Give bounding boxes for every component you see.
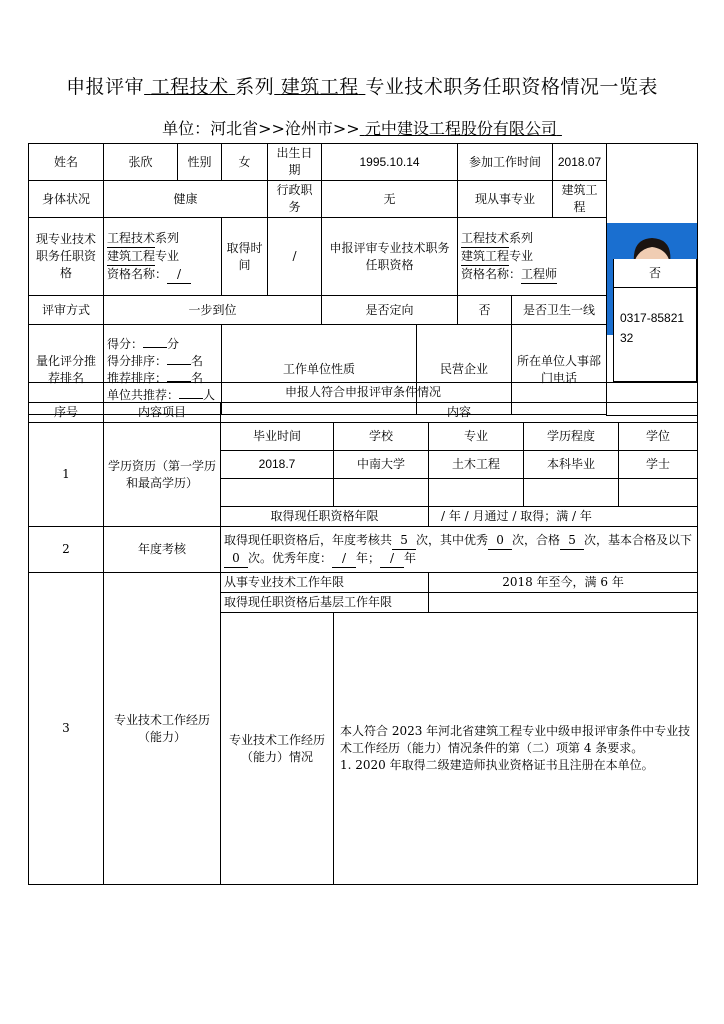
health-line-label: 是否卫生一线 xyxy=(512,296,607,325)
birth-label: 出生日期 xyxy=(268,144,322,181)
edu-header-4: 学位 xyxy=(619,423,698,451)
scoring-details: 得分： 分 得分排序： 名 推荐排序： 名 单位共推荐： 人 xyxy=(104,325,222,415)
edu-value-3: 本科毕业 xyxy=(524,451,619,479)
scoring-label: 量化评分推荐排名 xyxy=(29,325,104,415)
current-spec-label: 现从事专业 xyxy=(458,181,553,218)
unit-nature-label: 工作单位性质 xyxy=(222,325,417,415)
obtain-time-value: / xyxy=(268,218,322,296)
conditions-title: 申报人符合申报评审条件情况 xyxy=(29,383,698,403)
row1-years-label: 取得现任职资格年限 xyxy=(221,507,429,527)
review-method-value: 一步到位 xyxy=(104,296,322,325)
apply-qual-value: 工程技术系列 建筑工程专业 资格名称：工程师 xyxy=(458,218,607,296)
edu-blank-4 xyxy=(619,479,698,507)
edu-header-2: 专业 xyxy=(429,423,524,451)
current-spec-value: 建筑工程 xyxy=(553,181,607,218)
col-item-header: 内容项目 xyxy=(104,403,221,423)
unit-name: 元中建设工程股份有限公司 xyxy=(364,119,557,138)
apply-qual-label: 申报评审专业技术职务任职资格 xyxy=(322,218,458,296)
col-no-header: 序号 xyxy=(29,403,104,423)
admin-value: 无 xyxy=(322,181,458,218)
edu-header-0: 毕业时间 xyxy=(221,423,334,451)
row3-item: 专业技术工作经历（能力） xyxy=(104,573,221,885)
name-value: 张欣 xyxy=(104,144,178,181)
edu-header-1: 学校 xyxy=(334,423,429,451)
row1-item: 学历资历（第一学历和最高学历） xyxy=(104,423,221,527)
directed-label: 是否定向 xyxy=(322,296,458,325)
specialty-field: 建筑工程 xyxy=(280,76,359,98)
row3-years-value: 2018 年至今，满 6 年 xyxy=(429,573,698,593)
row3-base-value xyxy=(429,593,698,613)
current-qual-label: 现专业技术职务任职资格 xyxy=(29,218,104,296)
series-field: 工程技术 xyxy=(150,76,229,98)
conditions-table xyxy=(28,382,698,885)
page-title: 申报评审 工程技术 系列 建筑工程 专业技术职务任职资格情况一览表 xyxy=(66,76,658,98)
edu-blank-3 xyxy=(524,479,619,507)
row3-exp-label: 专业技术工作经历（能力）情况 xyxy=(221,613,334,885)
birth-value: 1995.10.14 xyxy=(322,144,458,181)
row2-assessment: 取得现任职资格后，年度考核共 5 次，其中优秀 0 次，合格 5 次，基本合格及以下0 次。优秀年度： / 年； / 年 xyxy=(221,527,698,573)
edu-value-4: 学士 xyxy=(619,451,698,479)
unit-nature-value: 民营企业 xyxy=(417,325,512,415)
health-label: 身体状况 xyxy=(29,181,104,218)
directed-value: 否 xyxy=(458,296,512,325)
admin-label: 行政职务 xyxy=(268,181,322,218)
edu-header-3: 学历程度 xyxy=(524,423,619,451)
current-qual-value: 工程技术系列 建筑工程专业 资格名称： / xyxy=(104,218,222,296)
gender-label: 性别 xyxy=(178,144,222,181)
row2-item: 年度考核 xyxy=(104,527,221,573)
qualification-table xyxy=(28,143,698,416)
hr-phone-value: 0317-8582132 xyxy=(613,288,697,382)
row3-base-label: 取得现任职资格后基层工作年限 xyxy=(221,593,429,613)
edu-value-2: 土木工程 xyxy=(429,451,524,479)
hr-phone-label: 所在单位人事部门电话 xyxy=(512,325,607,415)
name-label: 姓名 xyxy=(29,144,104,181)
row3-no: 3 xyxy=(29,573,104,885)
work-start-label: 参加工作时间 xyxy=(458,144,553,181)
work-start-value: 2018.07 xyxy=(553,144,607,181)
unit-line: 单位：河北省>>沧州市>> 元中建设工程股份有限公司 xyxy=(0,116,724,139)
edu-blank-0 xyxy=(221,479,334,507)
gender-value: 女 xyxy=(222,144,268,181)
row3-years-label: 从事专业技术工作年限 xyxy=(221,573,429,593)
edu-value-1: 中南大学 xyxy=(334,451,429,479)
edu-blank-1 xyxy=(334,479,429,507)
review-method-label: 评审方式 xyxy=(29,296,104,325)
edu-value-0: 2018.7 xyxy=(221,451,334,479)
col-content-header: 内容 xyxy=(221,403,698,423)
edu-blank-2 xyxy=(429,479,524,507)
row1-years-value: / 年 / 月通过 / 取得；满 / 年 xyxy=(429,507,698,527)
health-value: 健康 xyxy=(104,181,268,218)
row1-no: 1 xyxy=(29,423,104,527)
row2-no: 2 xyxy=(29,527,104,573)
obtain-time-label: 取得时间 xyxy=(222,218,268,296)
row3-exp-text: 本人符合 2023 年河北省建筑工程专业中级申报评审条件中专业技术工作经历（能力）情况条件的第（二）项第 4 条要求。 1. 2020 年取得二级建造师执业资格证书且注册在本单位。 xyxy=(334,613,698,885)
health-line-value: 否 xyxy=(613,259,697,288)
